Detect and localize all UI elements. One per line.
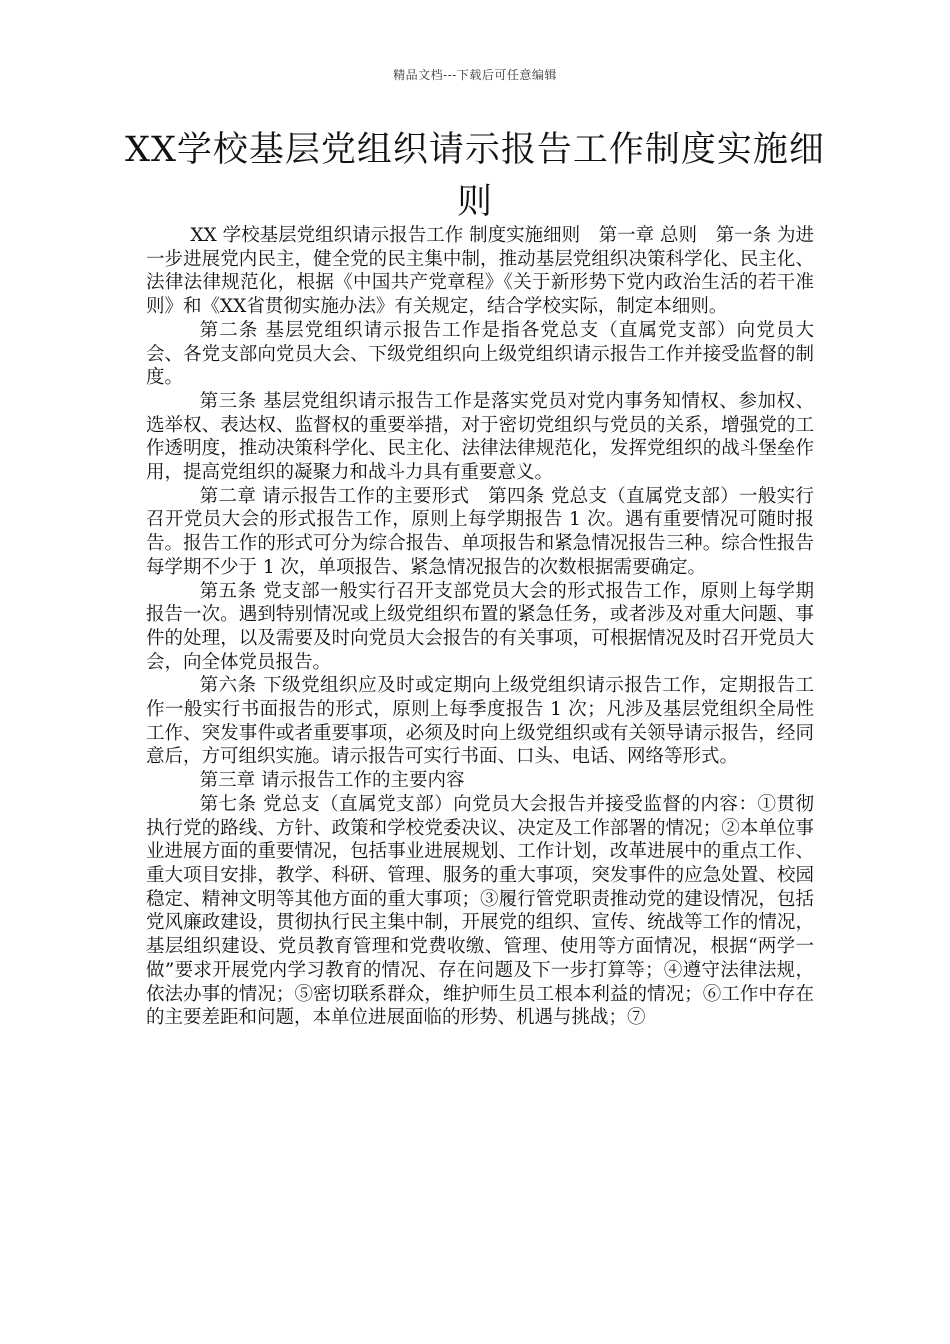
paragraph-article7: 第七条 党总支（直属党支部）向党员大会报告并接受监督的内容：①贯彻执行党的路线、方针、政策和学校党委决议、决定及工作部署的情况；②本单位事业进展方面的重要情况，包括事业进展规划、工作计划，改革进展中的重点工作、重大项目安排，教学、科研、管理、服务的重大事项，突发事件的应急处置、校园稳定、精神文明等其他方面的重大事项；③履行管党职责推动党的建设情况，包括党风廉政建设，贯彻执行民主集中制，开展党的组织、宣传、统战等工作的情况，基层组织建设、党员教育管理和党费收缴、管理、使用等方面情况，根据“两学一做”要求开展党内学习教育的情况、存在问题及下一步打算等；④遵守法律法规，依法办事的情况；⑤密切联系群众，维护师生员工根本利益的情况；⑥工作中存在的主要差距和问题，本单位进展面临的形势、机遇与挑战；⑦ (146, 793, 814, 1029)
document-body (146, 224, 814, 1030)
paragraph-chapter2-article4: 第二章 请示报告工作的主要形式 第四条 党总支（直属党支部）一般实行召开党员大会的形式报告工作，原则上每学期报告 1 次。遇有重要情况可随时报告。报告工作的形式可分为综合报告、单项报告和紧急情况报告三种。综合性报告每学期不少于 1 次，单项报告、紧急情况报告的次数根据需要确定。 (146, 485, 814, 578)
paragraph-article6: 第六条 下级党组织应及时或定期向上级党组织请示报告工作，定期报告工作一般实行书面报告的形式，原则上每季度报告 1 次；凡涉及基层党组织全局性工作、突发事件或者重要事项，必须及时向上级党组织或有关领导请示报告，经同意后，方可组织实施。请示报告可实行书面、口头、电话、网络等形式。 (146, 675, 814, 768)
chapter3-heading: 第三章 请示报告工作的主要内容 (199, 770, 465, 792)
paragraph-article2: 第二条 基层党组织请示报告工作是指各党总支（直属党支部）向党员大会、各党支部向党员大会、下级党组织向上级党组织请示报告工作并接受监督的制度。 (146, 319, 814, 389)
paragraph-chapter1-article1: XX 学校基层党组织请示报告工作 制度实施细则 第一章 总则 第一条 为进一步进展党内民主，健全党的民主集中制，推动基层党组织决策科学化、民主化、法律法律规范化，根据《中国共产党章程》《关于新形势下党内政治生活的若干准则》和《XX省贯彻实施办法》有关规定，结合学校实际，制定本细则。 (146, 225, 814, 318)
document-title: XX学校基层党组织请示报告工作制度实施细则 (125, 130, 825, 222)
paragraph-article3: 第三条 基层党组织请示报告工作是落实党员对党内事务知情权、参加权、选举权、表达权、监督权的重要举措，对于密切党组织与党员的关系，增强党的工作透明度，推动决策科学化、民主化、法律法律规范化，发挥党组织的战斗堡垒作用，提高党组织的凝聚力和战斗力具有重要意义。 (146, 390, 814, 484)
paragraph-article5: 第五条 党支部一般实行召开支部党员大会的形式报告工作，原则上每学期报告一次。遇到特别情况或上级党组织布置的紧急任务，或者涉及对重大问题、事件的处理，以及需要及时向党员大会报告的有关事项，可根据情况及时召开党员大会，向全体党员报告。 (146, 580, 814, 673)
page-header-note: 精品文档---下载后可任意编辑 (393, 68, 557, 82)
